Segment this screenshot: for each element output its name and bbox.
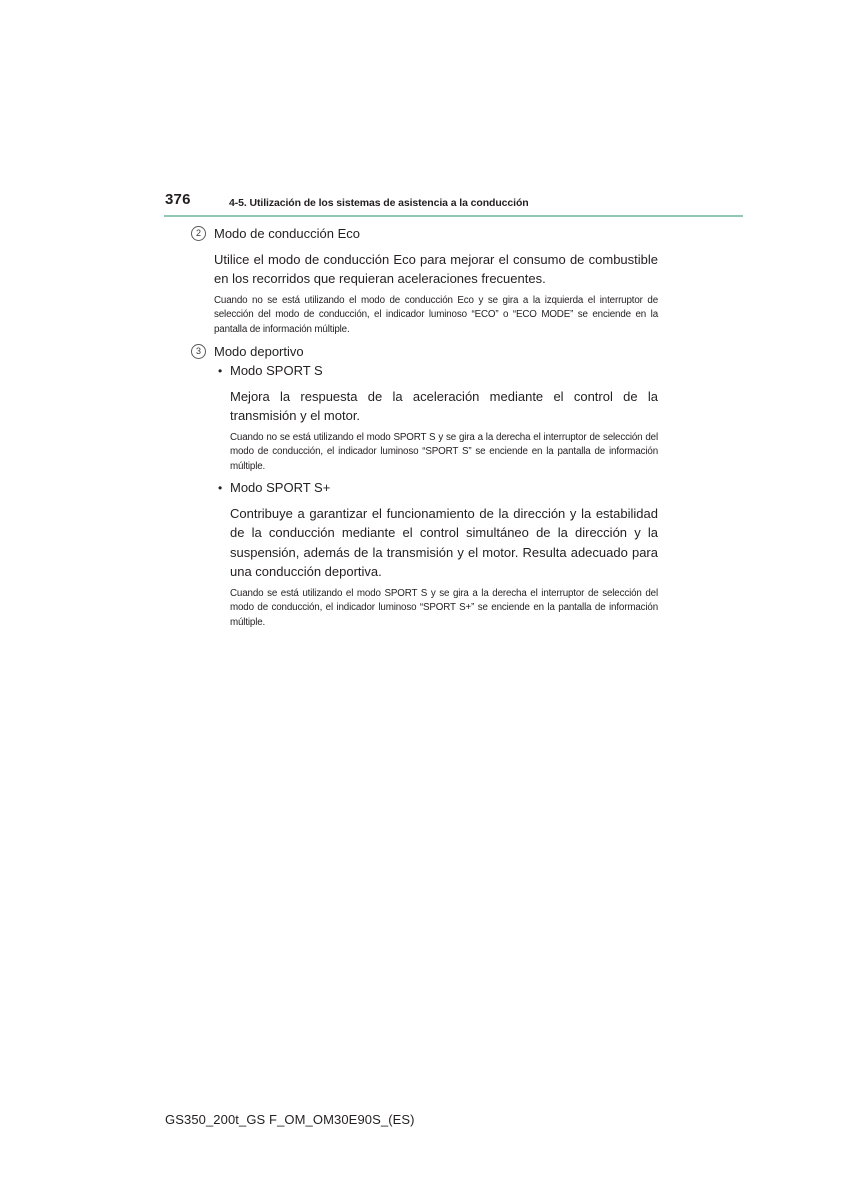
- sport-s-plus-title: Modo SPORT S+: [230, 480, 331, 495]
- item-title-eco: Modo de conducción Eco: [214, 226, 360, 241]
- item-number-badge: 3: [191, 344, 206, 359]
- eco-body-text: Utilice el modo de conducción Eco para mejorar el consumo de combustible en los recorridos que requieran aceleraciones frecuentes.: [214, 252, 658, 287]
- item-number-badge: 2: [191, 226, 206, 241]
- sport-s-title: Modo SPORT S: [230, 363, 323, 378]
- page-number: 376: [165, 191, 191, 208]
- bullet-icon: •: [218, 364, 223, 378]
- bullet-icon: •: [218, 481, 223, 495]
- sport-s-plus-note-text: Cuando se está utilizando el modo SPORT S y se gira a la derecha el interruptor de selección del modo de conducción, el indicador luminoso “SPORT S+” se enciende en la pantalla de información múltiple.: [230, 588, 658, 628]
- sport-s-body-text: Mejora la respuesta de la aceleración mediante el control de la transmisión y el motor.: [230, 389, 658, 424]
- document-code-footer: GS350_200t_GS F_OM_OM30E90S_(ES): [165, 1112, 415, 1127]
- sport-s-plus-body-text: Contribuye a garantizar el funcionamiento de la dirección y la estabilidad de la conducción mediante el control simultáneo de la dirección y la suspensión, además de la transmisión y el motor. Resulta adecuado para una conducción deportiva.: [230, 506, 658, 579]
- sport-s-note-text: Cuando no se está utilizando el modo SPORT S y se gira a la derecha el interruptor de selección del modo de conducción, el indicador luminoso “SPORT S” se enciende en la pantalla de información múltiple.: [230, 432, 658, 472]
- item-title-sport: Modo deportivo: [214, 344, 304, 359]
- section-title: 4-5. Utilización de los sistemas de asistencia a la conducción: [229, 197, 529, 209]
- header-rule: [164, 215, 743, 217]
- eco-note-text: Cuando no se está utilizando el modo de conducción Eco y se gira a la izquierda el interruptor de selección del modo de conducción, el indicador luminoso “ECO” o “ECO MODE” se enciende en la pantalla de información múltiple.: [214, 295, 658, 335]
